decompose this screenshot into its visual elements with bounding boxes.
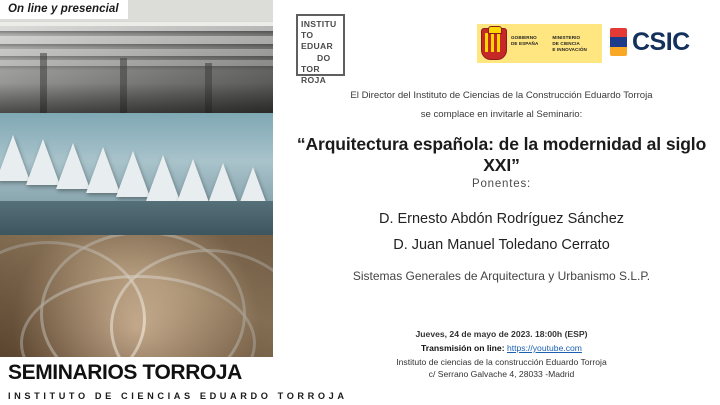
- invitation-line-1: El Director del Instituto de Ciencias de la Construcción Eduardo Torroja: [350, 90, 653, 101]
- stream-label: Transmisión on line:: [421, 343, 505, 353]
- stream-link[interactable]: https://youtube.com: [506, 343, 582, 353]
- photo-tooth: [116, 151, 150, 197]
- photo-tooth: [56, 143, 90, 189]
- gobierno-logo-text: [511, 35, 598, 53]
- torroja-logo-line-3: EDUAR: [301, 41, 334, 52]
- photo-column: [0, 0, 273, 357]
- photo-roof-base: [0, 201, 273, 235]
- ministerio-column: [552, 35, 598, 53]
- photo-tooth: [146, 155, 180, 201]
- csic-logo: [610, 28, 690, 56]
- institution-address: c/ Serrano Galvache 4, 28033 -Madrid: [428, 369, 575, 379]
- torroja-logo: [296, 14, 345, 86]
- ministerio-line-3: E INNOVACIÓN: [552, 46, 587, 52]
- footer-brand: SEMINARIOS TORROJA: [8, 361, 242, 384]
- footer-subbrand: INSTITUTO DE CIENCIAS EDUARDO TORROJA: [8, 391, 348, 401]
- speakers-organization: Sistemas Generales de Arquitectura y Urbanismo S.L.P.: [352, 269, 651, 283]
- footer-bar: [0, 357, 348, 405]
- ministerio-line-2: DE CIENCIA: [552, 40, 580, 46]
- csic-wordmark: CSIC: [632, 27, 690, 56]
- photo-tooth: [176, 159, 210, 205]
- stream-info: [283, 343, 720, 353]
- photo-shadow: [0, 83, 273, 113]
- torroja-logo-line-4: DO: [317, 52, 331, 63]
- photo-shadow: [0, 235, 273, 357]
- event-date: Jueves, 24 de mayo de 2023. 18:00h (ESP): [415, 329, 588, 339]
- csic-mark-icon: [610, 28, 627, 56]
- gobierno-espana-logo: [477, 24, 602, 63]
- ministerio-line-1: MINISTERIO: [552, 34, 581, 40]
- torroja-logo-line-5: TOR: [301, 63, 320, 74]
- photo-rib: [0, 22, 273, 31]
- seminar-title: “Arquitectura española: de la modernidad al siglo XXI”: [296, 134, 707, 175]
- photo-rib: [0, 36, 273, 44]
- gobierno-line-1: GOBIERNO: [511, 34, 537, 40]
- photo-sawtooth-roof: [0, 113, 273, 235]
- torroja-logo-line-2: TO: [301, 30, 314, 41]
- photo-brick-vault: [0, 235, 273, 357]
- photo-tooth: [26, 139, 60, 185]
- speakers-label: Ponentes:: [472, 178, 531, 190]
- torroja-logo-line-6: ROJA: [301, 75, 327, 86]
- torroja-logo-line-1: INSTITU: [301, 19, 337, 29]
- speaker-name-1: D. Ernesto Abdón Rodríguez Sánchez: [378, 211, 625, 227]
- speaker-name-2: D. Juan Manuel Toledano Cerrato: [393, 237, 610, 253]
- gobierno-line-2: DE ESPAÑA: [511, 40, 539, 46]
- coat-of-arms-icon: [481, 28, 507, 60]
- photo-tooth: [86, 147, 120, 193]
- invitation-line-2: se complace en invitarle al Seminario:: [420, 109, 583, 120]
- institution-name: Instituto de ciencias de la construcción Eduardo Torroja: [396, 357, 607, 367]
- online-badge: On line y presencial: [0, 0, 128, 19]
- gobierno-column: [511, 35, 551, 47]
